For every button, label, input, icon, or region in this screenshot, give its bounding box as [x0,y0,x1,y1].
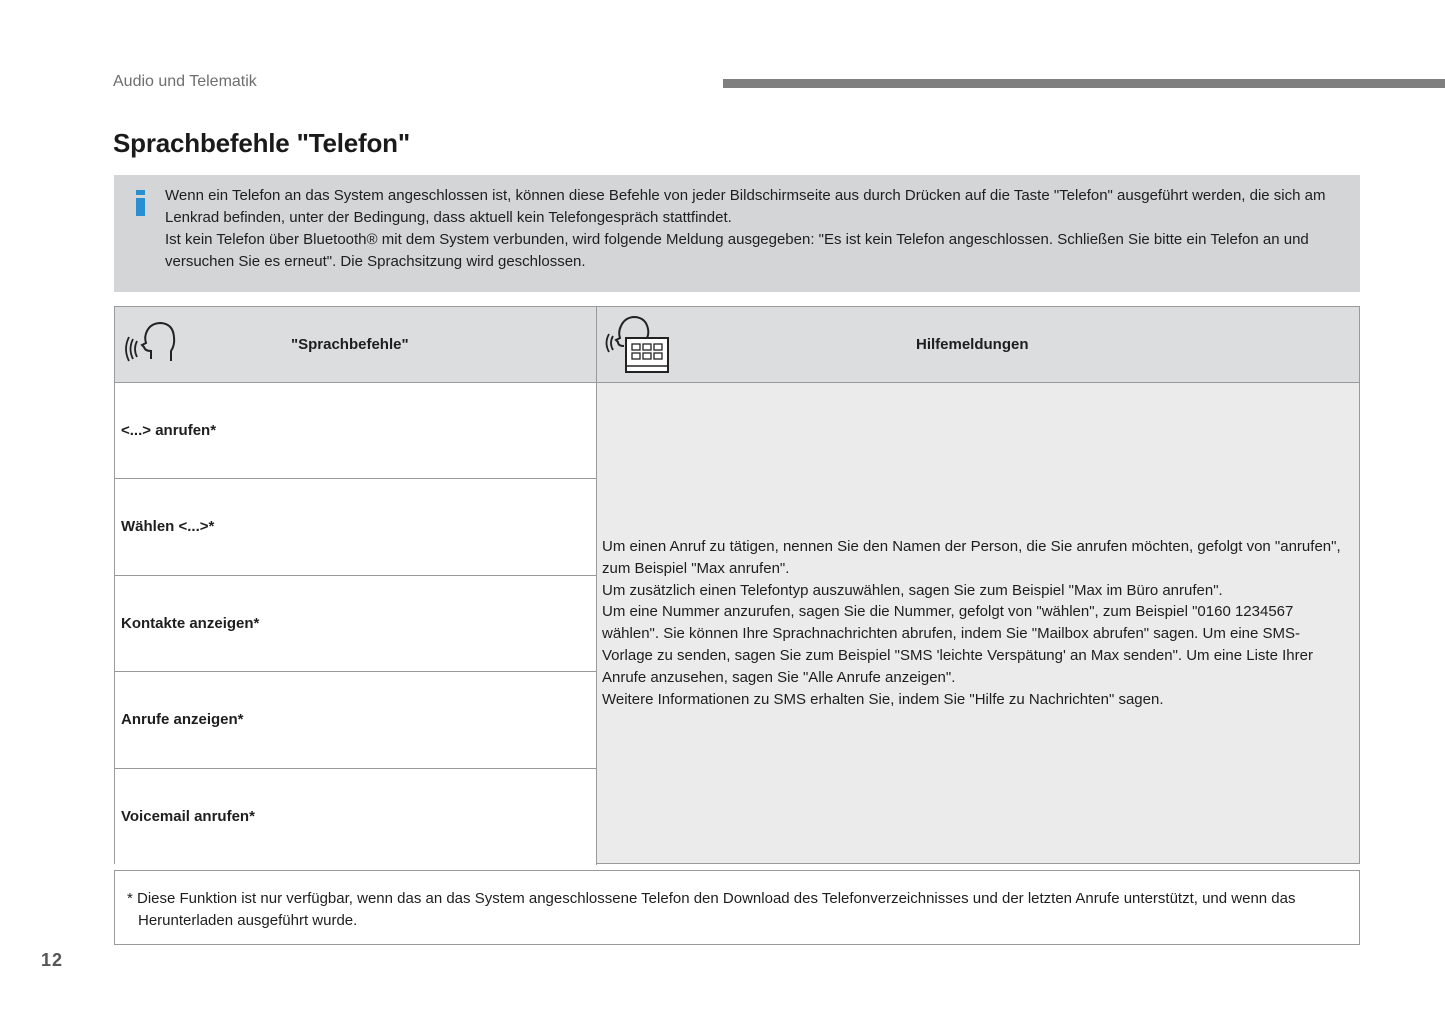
page-number: 12 [41,950,64,970]
info-icon [136,190,145,216]
footnote-text: * Diese Funktion ist nur verfügbar, wenn das an das System angeschlossene Telefon den Download des Telefonverzeichnisses und der letzten Anrufe unterstützt, und wenn das Herunterladen ausgeführt wurde. [127,890,1296,929]
info-box [114,175,1360,292]
help-line: Um einen Anruf zu tätigen, nennen Sie den Namen der Person, die Sie anrufen möchten, gefolgt von "anrufen", zum Beispiel "Max anrufen". [602,538,1341,577]
table-row [115,383,597,479]
command-label: Anrufe anzeigen* [121,711,244,729]
info-text [165,185,1355,273]
column-header-commands [115,307,597,383]
voice-command-table [114,306,1360,864]
info-paragraph: Ist kein Telefon über Bluetooth® mit dem System verbunden, wird folgende Meldung ausgegeben: "Es ist kein Telefon angeschlossen. Schließen Sie bitte ein Telefon an und versuchen Sie es erneut". Die Sprachsitzung wird geschlossen. [165,231,1309,270]
section-label: Audio und Telematik [113,73,257,90]
command-label: <...> anrufen* [121,422,217,439]
page-title: Sprachbefehle "Telefon" [113,128,410,158]
footnote-box [114,870,1360,945]
table-row [115,479,597,575]
help-line: Weitere Informationen zu SMS erhalten Sie, indem Sie "Hilfe zu Nachrichten" sagen. [602,690,1164,708]
command-label: Wählen <...>* [121,518,215,536]
column-header-help [597,307,1359,383]
column-header-label: Hilfemeldungen [916,336,1029,353]
command-label: Kontakte anzeigen* [121,614,260,632]
speaking-head-keypad-icon [604,314,674,376]
table-row [115,672,597,768]
help-line: Um eine Nummer anzurufen, sagen Sie die Nummer, gefolgt von "wählen", zum Beispiel "0160 1234567 wählen". Sie können Ihre Sprachnachrichten abrufen, indem Sie "Mailbox abrufen" sagen. Um eine SMS-Vorlage zu senden, sagen Sie zum Beispiel "SMS 'leichte Verspätung' an Max senden". Um eine Liste Ihrer Anrufe anzusehen, sagen Sie "Alle Anrufe anzeigen". [602,603,1313,686]
column-header-label: "Sprachbefehle" [291,336,409,353]
help-message-cell [597,383,1359,863]
header-bar [723,79,1445,88]
help-line: Um zusätzlich einen Telefontyp auszuwählen, sagen Sie zum Beispiel "Max im Büro anrufen". [602,581,1223,599]
command-label: Voicemail anrufen* [121,807,255,825]
table-row [115,769,597,865]
info-paragraph: Wenn ein Telefon an das System angeschlossen ist, können diese Befehle von jeder Bildschirmseite aus durch Drücken auf die Taste "Telefon" ausgeführt werden, die sich am Lenkrad befinden, unter der Bedingung, dass aktuell kein Telefongespräch stattfindet. [165,187,1326,226]
command-rows [115,383,597,865]
speaking-head-icon [125,319,179,369]
table-row [115,576,597,672]
help-text [602,536,1347,710]
